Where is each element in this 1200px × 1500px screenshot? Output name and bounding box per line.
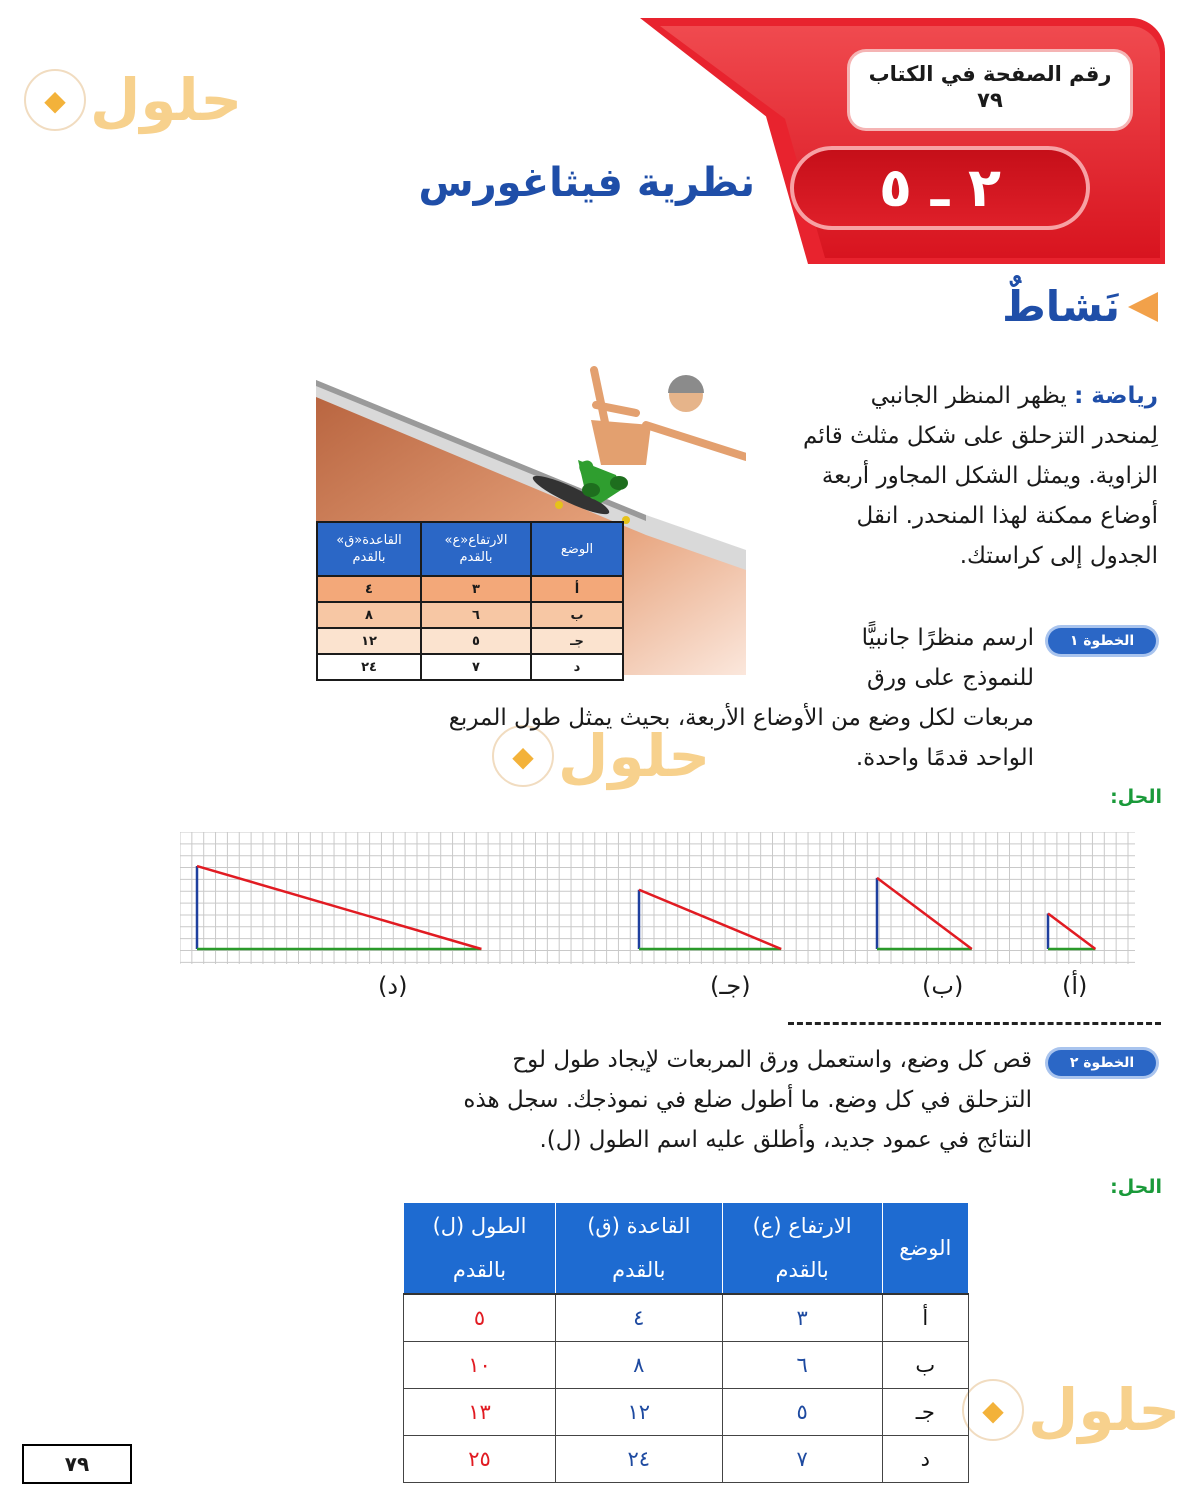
lesson-number: ٢ ـ ٥ xyxy=(790,146,1090,230)
activity-label: نَشاطٌ xyxy=(1002,282,1120,331)
triangle-label-c: (جـ) xyxy=(710,972,751,1000)
triangle-label-d: (د) xyxy=(378,972,408,1000)
triangle-label-b: (ب) xyxy=(922,972,964,1000)
table-row: جـ ٥ ١٢ ١٣ xyxy=(404,1389,969,1436)
watermark-logo-middle: ◆ حلول xyxy=(492,722,710,790)
dashed-divider xyxy=(788,1022,1161,1025)
watermark-logo-bottom: ◆ حلول xyxy=(962,1376,1180,1444)
table-header: الوضع xyxy=(531,522,623,576)
table-row: د ٧ ٢٤ ٢٥ xyxy=(404,1436,969,1483)
step1-badge: الخطوة ١ xyxy=(1048,628,1156,654)
intro-keyword: رياضة : xyxy=(1074,383,1158,409)
watermark-logo-top: ◆ حلول xyxy=(24,66,242,134)
table-row: أ ٣ ٤ xyxy=(317,576,623,602)
table-row: جـ ٥ ١٢ xyxy=(317,628,623,654)
table-header: الارتفاع«ع» بالقدم xyxy=(421,522,531,576)
solution-label-2: الحل: xyxy=(1110,1176,1162,1198)
table-header: الارتفاع (ع) بالقدم xyxy=(722,1203,882,1295)
table-row: د ٧ ٢٤ xyxy=(317,654,623,680)
page-number: ٧٩ xyxy=(22,1444,132,1484)
triangle-a-hypotenuse xyxy=(1048,913,1095,949)
book-page-label: رقم الصفحة في الكتاب xyxy=(868,62,1112,86)
triangle-pointer-icon xyxy=(1128,292,1158,322)
table-row: ب ٦ ٨ xyxy=(317,602,623,628)
triangle-c-hypotenuse xyxy=(639,890,781,949)
results-table xyxy=(403,1202,969,1483)
table-header: القاعدة (ق) بالقدم xyxy=(556,1203,723,1295)
table-row: ب ٦ ٨ ١٠ xyxy=(404,1342,969,1389)
table-header: الوضع xyxy=(882,1203,968,1295)
lesson-title: نظرية فيثاغورس xyxy=(418,160,755,206)
table-header: الطول (ل) بالقدم xyxy=(404,1203,556,1295)
book-page-number: ٧٩ xyxy=(977,88,1003,112)
activity-heading xyxy=(1002,282,1158,331)
watermark-book-icon: ◆ xyxy=(962,1379,1024,1441)
triangle-grid xyxy=(180,832,1135,964)
table-header: القاعدة«ق» بالقدم xyxy=(317,522,421,576)
step2-badge: الخطوة ٢ xyxy=(1048,1050,1156,1076)
watermark-book-icon: ◆ xyxy=(492,725,554,787)
step1-text: ارسم منظرًا جانبيًّا للنموذج على ورق مربعات لكل وضع من الأوضاع الأربعة، بحيث يمثل طول المربع الواحد قدمًا واحدة. xyxy=(448,625,1034,771)
book-page-box xyxy=(850,52,1130,128)
watermark-book-icon: ◆ xyxy=(24,69,86,131)
triangle-label-a: (أ) xyxy=(1062,972,1088,1000)
table-row: أ ٣ ٤ ٥ xyxy=(404,1294,969,1342)
solution-label-1: الحل: xyxy=(1110,786,1162,808)
intro-paragraph: رياضة : يظهر المنظر الجانبي لِمنحدر التزحلق على شكل مثلث قائم الزاوية. ويمثل الشكل المجاور أربعة أوضاع ممكنة لهذا المنحدر. انقل الجدول إلى كراستك. xyxy=(803,383,1158,569)
step2-text: قص كل وضع، واستعمل ورق المربعات لإيجاد طول لوح التزحلق في كل وضع. ما أطول ضلع في نموذجك. سجل هذه النتائج في عمود جديد، وأطلق عليه اسم الطول (ل). xyxy=(463,1047,1032,1153)
